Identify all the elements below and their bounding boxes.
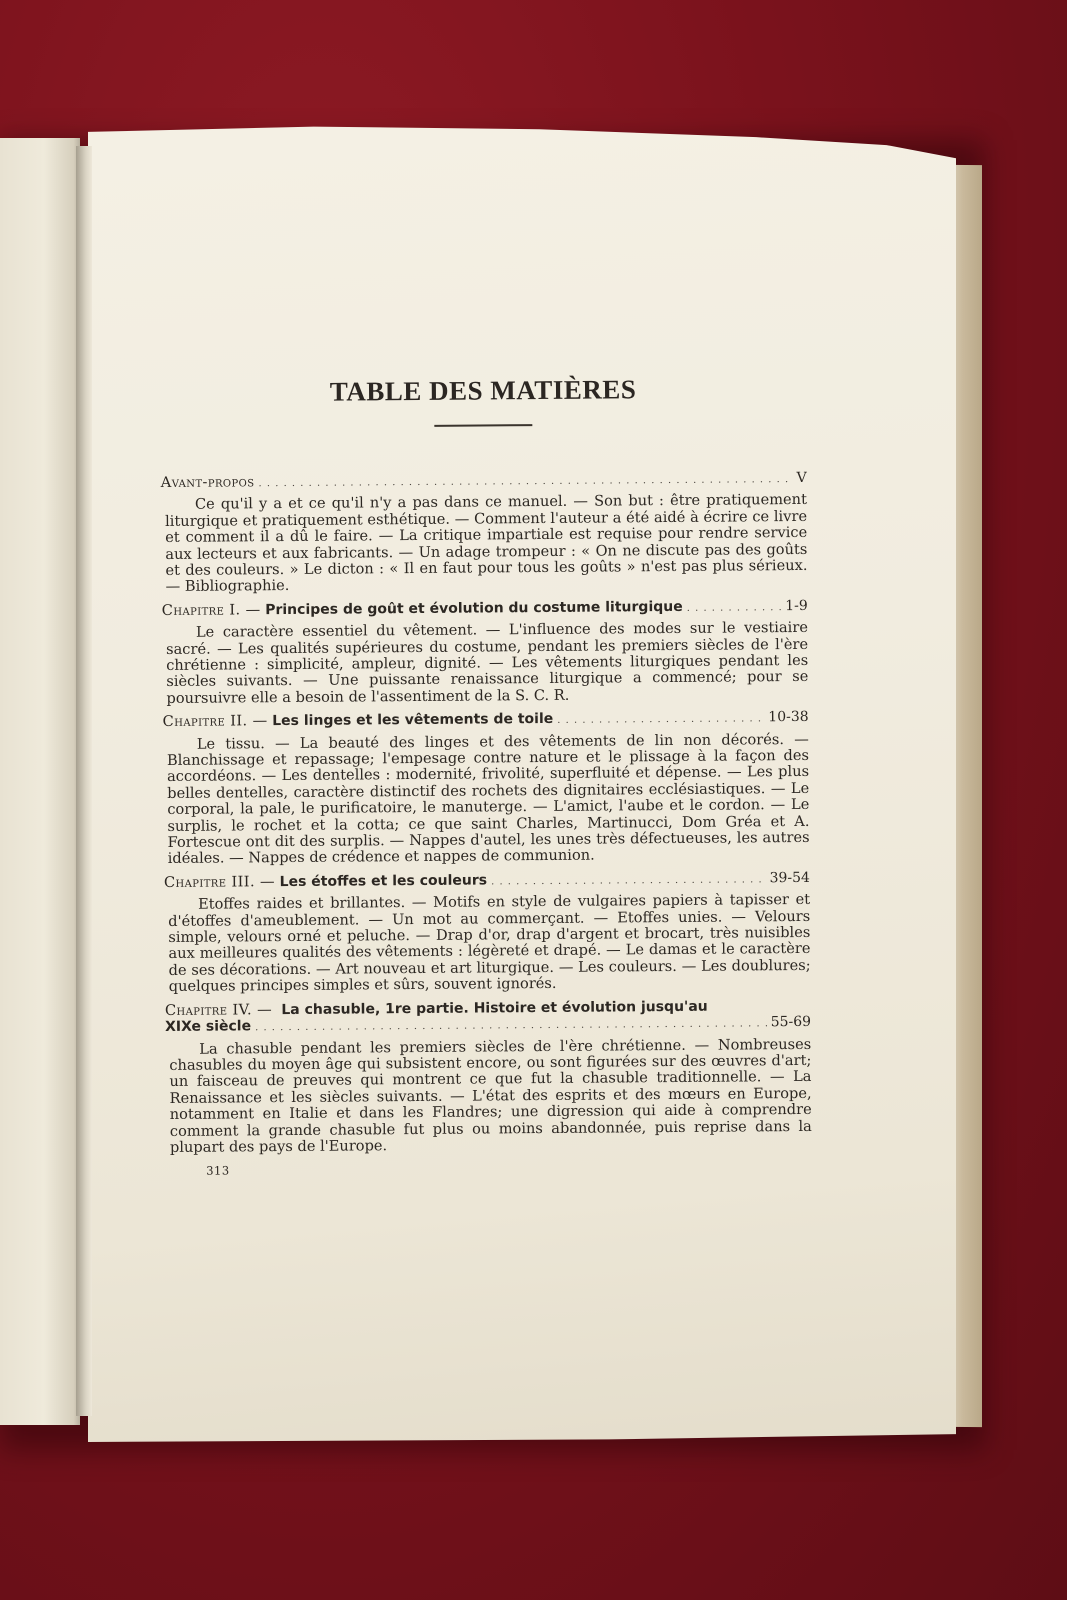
entry-label: Chapitre II. — <box>162 712 268 731</box>
entry-label: Chapitre IV. — <box>164 1000 273 1019</box>
toc-entry-chapitre-4 <box>165 998 812 1157</box>
dot-leader <box>255 1014 767 1036</box>
entry-pages: V <box>796 469 807 486</box>
dot-leader <box>557 709 764 729</box>
entry-summary: Le caractère essentiel du vêtement. — L'influence des modes sur le vestiaire sacré. — Les qualités supérieures du costume, pendant les premiers siècles de l'ère chrétienne : simplicité, ampleur, dignité. — Les vêtements liturgiques pendant les siècles suivants. — Une puissante renaissance liturgique a commencé; pour se poursuivre elle a besoin de l'assentiment de la S. C. R. <box>166 619 809 707</box>
entry-heading: Principes de goût et évolution du costume liturgique <box>265 598 683 618</box>
left-page <box>0 138 80 1425</box>
toc-entry-chapitre-1 <box>162 598 809 708</box>
entry-pages: 1-9 <box>785 597 808 614</box>
title-rule <box>434 424 532 426</box>
entry-summary: Etoffes raides et brillantes. — Motifs en style de vulgaires papiers à tapisser et d'étoffes d'ameublement. — Un mot au commerçant. — Etoffes unies. — Velours simple, velours orné et peluche. — Drap d'or, drap d'argent et brocart, très nuisibles aux meilleures qualités des vêtements : légèreté et drapé. — Le damas et le caractère de ses décorations. — Art nouveau et art liturgique. — Les couleurs. — Les doublures; quelques principes simples et sûrs, souvent ignorés. <box>168 891 811 996</box>
entry-summary: Ce qu'il y a et ce qu'il n'y a pas dans ce manuel. — Son but : être pratiquement liturgique et pratiquement esthétique. — Comment l'auteur a été aidé à écrire ce livre et comment il a dû le faire. — La critique impartiale est requise pour rendre service aux lecteurs et aux fabricants. — Un adage trompeur : « On ne discute pas des goûts et des couleurs. » Le dicton : « Il en faut pour tous les goûts » n'est pas plus sérieux. — Bibliographie. <box>165 491 808 596</box>
entry-label: Chapitre III. — <box>163 872 276 891</box>
entry-heading: Les étoffes et les couleurs <box>279 872 488 890</box>
page-title: TABLE DES MATIÈRES <box>329 374 637 407</box>
entry-heading-continued: XIXe siècle <box>164 1018 252 1036</box>
dot-leader <box>258 470 792 493</box>
page-number: 313 <box>206 1163 230 1179</box>
entry-label: Avant-propos <box>160 473 255 491</box>
entry-label: Chapitre I. — <box>161 600 261 619</box>
entry-summary: Le tissu. — La beauté des linges et des vêtements de lin non décorés. — Blanchissage et repassage; l'empesage contre nature et le plissage à la façon des accordéons. — Les dentelles : modernité, frivolité, superfluité et dépense. — Les plus belles dentelles, caractère distinctif des rochets des dignitaires ecclésiastiques. — Le corporal, la pale, le purificatoire, le manuterge. — L'amict, l'aube et le cordon. — Le surplis, le rochet et la cotta; ce que saint Charles, Martinucci, Dom Gréa et A. Fortescue ont dit des surplis. — Nappes d'autel, les unes très défectueuses, les autres idéales. — Nappes de crédence et nappes de communion. <box>166 730 810 868</box>
entry-pages: 39-54 <box>769 869 810 887</box>
entry-pages: 10-38 <box>768 709 809 726</box>
toc-entry-avant-propos <box>161 470 808 596</box>
table-of-contents <box>160 374 812 1180</box>
entry-summary: La chasuble pendant les premiers siècles de l'ère chrétienne. — Nombreuses chasubles du moyen âge qui subsistent encore, ou sont figurées sur des œuvres d'art; un faisceau de preuves qui montrent ce que fut la chasuble traditionnelle. — La Renaissance et les siècles suivants. — L'état des esprits et des mœurs en Europe, notamment en Italie et dans les Flandres; une digression qui aide à comprendre comment la grande chasuble fut plus ou moins abandonnée, puis reprise dans la plupart des pays de l'Europe. <box>169 1035 812 1156</box>
entry-heading: La chasuble, 1re partie. Histoire et évolution jusqu'au <box>281 998 708 1018</box>
entry-pages: 55-69 <box>770 1014 812 1031</box>
toc-entry-chapitre-3 <box>164 870 811 996</box>
toc-entry-chapitre-2 <box>163 709 810 868</box>
book-gutter <box>76 146 92 1416</box>
entry-heading: Les linges et les vêtements de toile <box>272 711 554 730</box>
dot-leader <box>491 870 766 891</box>
dot-leader <box>687 598 782 617</box>
